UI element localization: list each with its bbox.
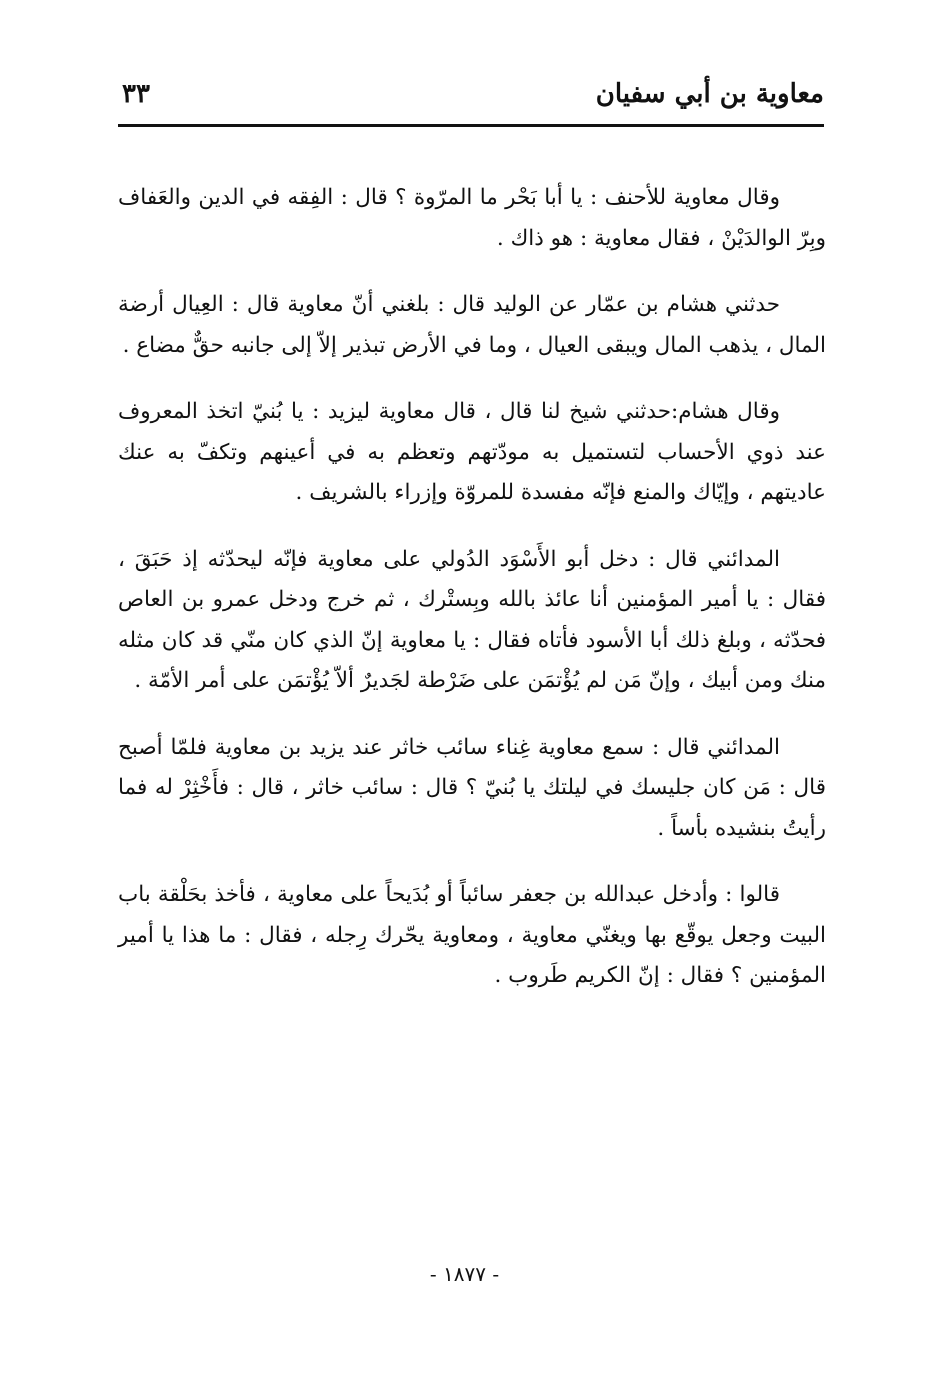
header-page-number: ٣٣ bbox=[122, 79, 150, 109]
paragraph: وقال معاوية للأحنف : يا أبا بَحْر ما المرّوة ؟ قال : الفِقه في الدين والعَفاف وبِرّ الوالدَيْنْ ، فقال معاوية : هو ذاك . bbox=[118, 185, 826, 251]
footer-page-number: - ١٨٧٧ - bbox=[429, 1262, 500, 1286]
running-title: معاوية بن أبي سفيان bbox=[595, 79, 824, 109]
paragraph: حدثني هشام بن عمّار عن الوليد قال : بلغني أنّ معاوية قال : العِيال أرضة المال ، يذهب المال ويبقى العيال ، وما في الأرض تبذير إلاّ إلى جانبه حقٌّ مضاع . bbox=[118, 292, 826, 358]
paragraph: المدائني قال : سمع معاوية غِناء سائب خاثر عند يزيد بن معاوية فلمّا أصبح قال : مَن كان جليسك في ليلتك يا بُنيّ ؟ قال : سائب خاثر ، قال : فأَخْثِرْ له فما رأيتُ بنشيده بأساً . bbox=[118, 734, 826, 841]
body-text bbox=[118, 178, 826, 1023]
paragraph: قالوا : وأدخل عبدالله بن جعفر سائباً أو بُدَيحاً على معاوية ، فأخذ بحَلْقة باب البيت وجعل يوقّع بها ويغنّي معاوية ، ومعاوية يحّرك رِجله ، فقال : ما هذا يا أمير المؤمنين ؟ فقال : إنّ الكريم طَروب . bbox=[118, 882, 826, 988]
paragraph: المدائني قال : دخل أبو الأَسْوَد الدُولي على معاوية فإنّه ليحدّثه إذ حَبَقَ ، فقال : يا أمير المؤمنين أنا عائذ بالله وبِستْرك ، ثم خرج ودخل عمرو بن العاص فحدّثه ، وبلغ ذلك أبا الأسود فأتاه فقال : يا معاوية إنّ الذي كان منّي قد كان مثله منك ومن أبيك ، وإنّ مَن لم يُؤْتمَن على ضَرْطة لجَديرٌ ألاّ يُؤْتمَن على أمر الأمّة . bbox=[118, 546, 826, 693]
paragraph: وقال هشام:حدثني شيخ لنا قال ، قال معاوية ليزيد : يا بُنيّ اتخذ المعروف عند ذوي الأحساب لتستميل به مودّتهم وتعظم به في أعينهم وتكفّ به عنك عاديتهم ، وإيّاك والمنع فإنّه مفسدة للمروّة وإزراء بالشريف . bbox=[118, 399, 826, 505]
page-header bbox=[118, 70, 824, 127]
